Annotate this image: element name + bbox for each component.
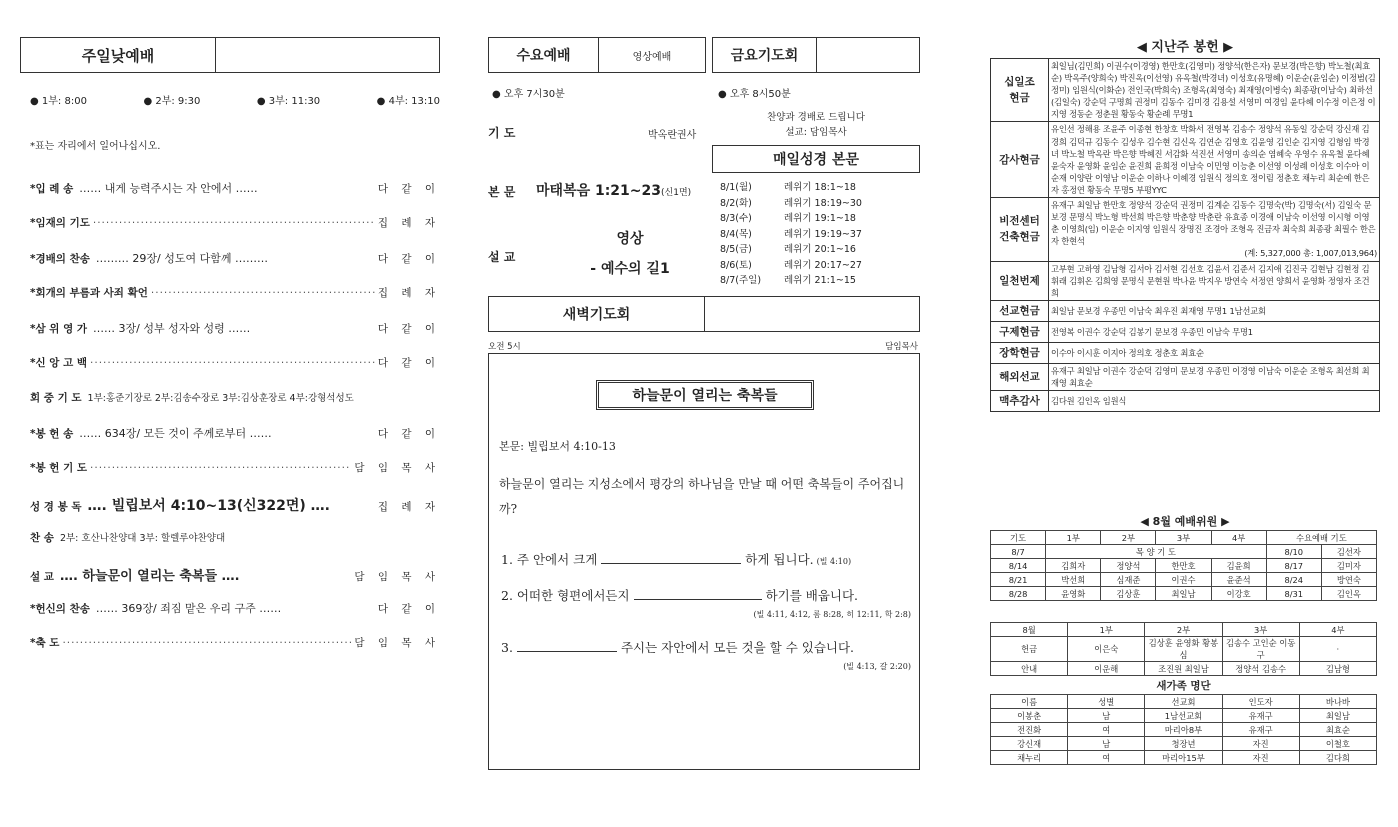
service-cell: · bbox=[1299, 637, 1376, 662]
text-label: 본 문 bbox=[488, 185, 516, 199]
duty-date: 8/21 bbox=[991, 573, 1046, 587]
duty-cell: 정양석 bbox=[1101, 559, 1156, 573]
order-officiant: 집 례 자 bbox=[377, 217, 440, 229]
duty-cell: 김희자 bbox=[1046, 559, 1101, 573]
new-family-cell: 전진화 bbox=[991, 723, 1068, 737]
worship-order-row bbox=[30, 355, 440, 390]
duty-header-cell: 4부 bbox=[1211, 531, 1266, 545]
duty-cell: 이강호 bbox=[1211, 587, 1266, 601]
new-family-cell: 최일남 bbox=[1299, 709, 1376, 723]
offering-row bbox=[991, 342, 1380, 363]
friday-title-box bbox=[712, 37, 920, 73]
sermon-title-line2: - 예수의 길1 bbox=[590, 261, 670, 277]
offering-category: 구제현금 bbox=[991, 321, 1049, 342]
order-officiant: 다 같 이 bbox=[377, 323, 440, 335]
order-text: …… 369장/ 죄짐 맡은 우리 구주 …… bbox=[95, 602, 282, 615]
offering-category: 감사현금 bbox=[991, 122, 1049, 198]
dawn-prayer-title-box bbox=[488, 296, 920, 332]
worship-order-row bbox=[30, 285, 440, 320]
offering-table bbox=[990, 58, 1380, 412]
order-officiant: 다 같 이 bbox=[377, 603, 440, 615]
daily-bible-row bbox=[720, 273, 920, 289]
offering-title: ◀ 지난주 봉헌 ▶ bbox=[1136, 40, 1234, 55]
daily-verse: 레위기 19:19~37 bbox=[784, 228, 862, 240]
service-time: ● 2부: 9:30 bbox=[143, 96, 201, 107]
prayer-name: 박옥란권사 bbox=[648, 130, 697, 141]
offering-category: 해외선교 bbox=[991, 363, 1049, 390]
daily-bible-row bbox=[720, 258, 920, 274]
sunday-worship-column bbox=[0, 0, 470, 827]
wednesday-title-box bbox=[488, 37, 706, 73]
dot-leader bbox=[93, 217, 375, 229]
service-cell: 김상훈 윤영화 황봉심 bbox=[1145, 637, 1222, 662]
wed-date: 8/17 bbox=[1266, 559, 1321, 573]
friday-description: 찬양과 경배로 드립니다 설교: 담임목사 bbox=[767, 112, 865, 138]
new-family-cell: 이철호 bbox=[1299, 737, 1376, 751]
duty-date: 8/28 bbox=[991, 587, 1046, 601]
service-kind: 헌금 bbox=[991, 637, 1068, 662]
duty-cell: 한만호 bbox=[1156, 559, 1211, 573]
wed-prayer: 김인옥 bbox=[1321, 587, 1376, 601]
order-label: *임재의 기도 bbox=[30, 217, 90, 229]
wed-date: 8/24 bbox=[1266, 573, 1321, 587]
daily-verse: 레위기 21:1~15 bbox=[784, 275, 856, 286]
offering-name-list: 유재구 최일남 이권수 강순덕 김영미 문보경 우종민 이경영 이남숙 이운순 조형옥 최선희 최재영 최효순 bbox=[1051, 365, 1370, 388]
order-officiant: 집 례 자 bbox=[377, 501, 440, 513]
order-label: *입 례 송 bbox=[30, 183, 74, 195]
item-reference: (빌 4:13, 갈 2:20) bbox=[843, 662, 911, 671]
daily-date: 8/1(월) bbox=[720, 182, 752, 193]
service-time: ● 3부: 11:30 bbox=[256, 96, 321, 107]
dot-leader bbox=[62, 637, 351, 649]
worksheet-items bbox=[501, 550, 911, 672]
offering-name-list: 유인선 정해용 조윤주 이종현 한창호 박화서 전영복 김송수 정양석 유동일 강순덕 강신재 김경희 김덕규 김동수 김성우 김수현 김신옥 김연순 김영호 김윤영 김인순 김지영 김형임 박경녀 박노철 박옥란 박은향 박혜진 서감화 석진선 서영미 송의순 염혜숙 우영수 유옥철 윤다혜 윤숙자 윤영화 윤임순 윤진희 윤희정 이남숙 이민영 이능춘 이선영 이성례 이성호 이수아 이순재 이양란 이영남 이운순 이하나 이혜경 임원식 정의호 정이림 정춘호 채누리 최순예 한은자 홍정연 황동숙 무명5 부평YYC bbox=[1051, 124, 1370, 195]
new-family-header-row bbox=[991, 695, 1377, 709]
order-text: …. 하늘문이 열리는 축복들 …. bbox=[59, 569, 240, 584]
wed-prayer: 방연숙 bbox=[1321, 573, 1376, 587]
duty-cell: 최일남 bbox=[1156, 587, 1211, 601]
duty-merged-cell: 목 양 기 도 bbox=[1046, 545, 1267, 559]
offering-names bbox=[1049, 390, 1380, 411]
worship-order-row bbox=[30, 390, 440, 425]
daily-date: 8/4(목) bbox=[720, 228, 752, 240]
duty-row bbox=[991, 587, 1377, 601]
offering-row bbox=[991, 300, 1380, 321]
service-kind: 안내 bbox=[991, 662, 1068, 676]
offering-row bbox=[991, 261, 1380, 300]
text-reference: 마태복음 1:21~23(신1면) bbox=[536, 183, 692, 199]
daily-verse: 레위기 18:1~18 bbox=[784, 182, 856, 193]
new-family-title: 새가족 명단 bbox=[1156, 680, 1211, 692]
offering-category: 일천번제 bbox=[991, 261, 1049, 300]
offering-names bbox=[1049, 59, 1380, 122]
duty-header-cell: 기도 bbox=[991, 531, 1046, 545]
offering-total: (계: 5,327,000 총: 1,007,013,964) bbox=[1244, 248, 1377, 259]
daily-date: 8/5(금) bbox=[720, 244, 752, 255]
service-time: ● 4부: 13:10 bbox=[376, 96, 440, 107]
sermon-worksheet bbox=[488, 353, 920, 770]
offering-name-list: 최일님(김민희) 이권수(이경영) 한만호(김영미) 정양석(한은자) 문보경(박은향) 박노철(최효순) 박옥주(양희숙) 박진옥(이선영) 유옥철(박경녀) 이성호(유명혜) 이운순(윤임순) 이정범(김정미) 임원식(이화순) 전인국(박희숙) 조형옥(최영숙) 최재영(이병숙) 최종광(이남숙) 최하선(김일숙) 강순덕 구명희 권정미 김동수 김미경 김용설 서영미 여경임 윤다혜 이수정 이은정 이지영 정동순 정춘원 황동숙 황순례 무명1 bbox=[1051, 61, 1376, 120]
order-label: 회 중 기 도 bbox=[30, 392, 82, 404]
dawn-prayer-title: 새벽기도회 bbox=[489, 297, 705, 331]
duty-date: 8/14 bbox=[991, 559, 1046, 573]
sermon-label: 설 교 bbox=[488, 250, 516, 264]
order-of-worship bbox=[30, 180, 440, 670]
item-prefix: 1. 주 안에서 크게 bbox=[501, 552, 598, 567]
daily-date: 8/2(화) bbox=[720, 197, 752, 209]
answer-blank[interactable] bbox=[601, 563, 741, 564]
duty-header-cell: 수요예배 기도 bbox=[1266, 531, 1376, 545]
duty-cell: 김윤희 bbox=[1211, 559, 1266, 573]
service-row bbox=[991, 637, 1377, 662]
item-reference: (빌 4:10) bbox=[816, 557, 852, 566]
order-text: …. 빌립보서 4:10~13(신322면) …. bbox=[87, 498, 331, 514]
service-header-cell: 4부 bbox=[1299, 623, 1376, 637]
worship-order-row bbox=[30, 215, 440, 250]
order-label: 찬 송 bbox=[30, 532, 54, 544]
new-family-header-cell: 인도자 bbox=[1222, 695, 1299, 709]
new-family-cell: 여 bbox=[1068, 751, 1145, 765]
worship-order-row bbox=[30, 635, 440, 670]
wednesday-subtitle: 영상예배 bbox=[632, 51, 672, 63]
new-family-cell: 마리아8부 bbox=[1145, 723, 1222, 737]
order-officiant: 다 같 이 bbox=[377, 253, 440, 265]
offering-row bbox=[991, 363, 1380, 390]
new-family-cell: 자진 bbox=[1222, 751, 1299, 765]
daily-verse: 레위기 20:1~16 bbox=[784, 244, 856, 255]
offering-names bbox=[1049, 321, 1380, 342]
order-officiant: 담 임 목 사 bbox=[354, 637, 440, 649]
order-officiant: 집 례 자 bbox=[377, 287, 440, 299]
wed-prayer: 김선자 bbox=[1321, 545, 1376, 559]
dot-leader bbox=[151, 287, 375, 299]
new-family-cell: 이봉춘 bbox=[991, 709, 1068, 723]
duty-header-cell: 3부 bbox=[1156, 531, 1211, 545]
offering-category: 맥추감사 bbox=[991, 390, 1049, 411]
new-family-cell: 유재구 bbox=[1222, 709, 1299, 723]
offering-name-list: 최일남 문보경 우종민 이남숙 최우진 최재영 무명1 1남선교회 bbox=[1051, 305, 1266, 316]
daily-verse: 레위기 18:19~30 bbox=[784, 197, 862, 209]
duty-row bbox=[991, 545, 1377, 559]
daily-bible-row bbox=[720, 180, 920, 196]
new-family-row bbox=[991, 723, 1377, 737]
offering-row bbox=[991, 390, 1380, 411]
wed-prayer: 김미자 bbox=[1321, 559, 1376, 573]
duty-title: ◀ 8월 예배위원 ▶ bbox=[1140, 515, 1230, 528]
service-header-cell: 3부 bbox=[1222, 623, 1299, 637]
daily-bible-list bbox=[720, 180, 920, 289]
offering-row bbox=[991, 198, 1380, 261]
new-family-cell: 채누리 bbox=[991, 751, 1068, 765]
offering-name-list: 고부현 고하영 김남형 김서아 김서현 김선호 김윤서 김준서 김지애 김진국 김현남 김현정 김휘래 김휘온 김희영 문명식 문현원 박나윤 박지우 방연숙 서정연 양희서 윤영화 정영자 조건희 bbox=[1051, 263, 1370, 298]
order-label: *신 앙 고 백 bbox=[30, 357, 88, 369]
duty-header-cell: 2부 bbox=[1101, 531, 1156, 545]
service-cell: 이운해 bbox=[1068, 662, 1145, 676]
service-cell: 김남형 bbox=[1299, 662, 1376, 676]
duty-header-cell: 1부 bbox=[1046, 531, 1101, 545]
new-family-cell: 1남선교회 bbox=[1145, 709, 1222, 723]
duty-cell: 심재준 bbox=[1101, 573, 1156, 587]
worksheet-title: 하늘문이 열리는 축복들 bbox=[596, 380, 814, 410]
order-label: *축 도 bbox=[30, 637, 60, 649]
new-family-header-cell: 성별 bbox=[1068, 695, 1145, 709]
sunday-title-box bbox=[20, 37, 440, 73]
friday-title: 금요기도회 bbox=[713, 38, 817, 72]
daily-bible-title: 매일성경 본문 bbox=[712, 145, 920, 173]
item-prefix: 3. bbox=[501, 640, 513, 655]
worksheet-item bbox=[501, 550, 911, 568]
offering-category: 장학현금 bbox=[991, 342, 1049, 363]
worship-order-row bbox=[30, 530, 440, 565]
item-prefix: 2. 어떠한 형편에서든지 bbox=[501, 588, 630, 603]
new-family-cell: 강신재 bbox=[991, 737, 1068, 751]
offering-names bbox=[1049, 342, 1380, 363]
daily-bible-row bbox=[720, 242, 920, 258]
offering-name-list: 이수아 이시훈 이지아 정의호 정춘호 최효순 bbox=[1051, 347, 1204, 358]
order-label: *경배의 찬송 bbox=[30, 253, 90, 265]
offering-names bbox=[1049, 363, 1380, 390]
offering-category: 비전센터 건축현금 bbox=[991, 198, 1049, 261]
order-label: *헌신의 찬송 bbox=[30, 603, 90, 615]
order-officiant: 다 같 이 bbox=[377, 183, 440, 195]
wednesday-time: ● 오후 7시30분 bbox=[492, 89, 565, 100]
dot-leader bbox=[90, 462, 351, 474]
worship-order-row bbox=[30, 495, 440, 530]
daily-date: 8/3(수) bbox=[720, 213, 752, 224]
worship-order-row bbox=[30, 425, 440, 460]
order-text: …… 내게 능력주시는 자 안에서 …… bbox=[79, 182, 258, 195]
duty-row bbox=[991, 559, 1377, 573]
new-family-cell: 최효순 bbox=[1299, 723, 1376, 737]
order-text: …… 3장/ 성부 성자와 성령 …… bbox=[93, 322, 251, 335]
service-cell: 조진원 최일남 bbox=[1145, 662, 1222, 676]
duty-cell: 윤영화 bbox=[1046, 587, 1101, 601]
worship-order-row bbox=[30, 565, 440, 600]
offering-row bbox=[991, 59, 1380, 122]
offering-name-list: 유재구 최일남 한만호 정양석 강순덕 권정미 김계순 김동수 김명숙(박) 김명숙(서) 김일숙 문보경 문명식 박노형 박선희 박은향 박춘향 박춘란 유효종 이경애 이남숙 이선영 이시형 이영춘 이영희(임) 이운순 이지영 임원식 장명진 조경아 조형옥 진금자 최숙희 최종광 최필수 한은자 한현석 bbox=[1051, 200, 1376, 247]
item-reference: (빌 4:11, 4:12, 롬 8:28, 히 12:11, 학 2:8) bbox=[753, 610, 911, 619]
item-suffix: 하게 됩니다. bbox=[745, 552, 814, 567]
offering-category: 십일조 현금 bbox=[991, 59, 1049, 122]
duty-cell: 윤준석 bbox=[1211, 573, 1266, 587]
order-officiant: 다 같 이 bbox=[377, 357, 440, 369]
order-officiant: 담 임 목 사 bbox=[354, 571, 440, 583]
service-header-cell: 2부 bbox=[1145, 623, 1222, 637]
answer-blank[interactable] bbox=[634, 599, 762, 600]
order-text: 2부: 호산나찬양대 3부: 할렐루야찬양대 bbox=[59, 533, 226, 544]
duty-cell: 이권수 bbox=[1156, 573, 1211, 587]
new-family-cell: 자진 bbox=[1222, 737, 1299, 751]
worship-order-row bbox=[30, 320, 440, 355]
service-table bbox=[990, 622, 1377, 676]
worship-order-row bbox=[30, 250, 440, 285]
offering-name-list: 전영복 이권수 강순덕 김봉기 문보경 우종민 이남숙 무명1 bbox=[1051, 326, 1253, 337]
service-time: ● 1부: 8:00 bbox=[30, 96, 87, 107]
order-text: 1부:홍준기장로 2부:김송수장로 3부:김상훈장로 4부:강형석성도 bbox=[87, 393, 354, 404]
service-header-cell: 1부 bbox=[1068, 623, 1145, 637]
service-cell: 김송수 고인순 이동구 bbox=[1222, 637, 1299, 662]
offering-category: 선교현금 bbox=[991, 300, 1049, 321]
daily-verse: 레위기 20:17~27 bbox=[784, 259, 862, 271]
service-cell: 이은숙 bbox=[1068, 637, 1145, 662]
worksheet-question: 하늘문이 열리는 지성소에서 평강의 하나님을 만날 때 어떤 축복들이 주어집니까? bbox=[499, 477, 905, 516]
wed-date: 8/31 bbox=[1266, 587, 1321, 601]
service-row bbox=[991, 662, 1377, 676]
item-suffix: 주시는 자안에서 모든 것을 할 수 있습니다. bbox=[620, 640, 855, 655]
duty-date: 8/7 bbox=[991, 545, 1046, 559]
worksheet-item bbox=[501, 586, 911, 620]
new-family-cell: 청장년 bbox=[1145, 737, 1222, 751]
service-header-cell: 8월 bbox=[991, 623, 1068, 637]
worship-order-row bbox=[30, 600, 440, 635]
sermon-title-line1: 영상 bbox=[616, 231, 644, 247]
daily-verse: 레위기 19:1~18 bbox=[784, 213, 856, 224]
new-family-row bbox=[991, 709, 1377, 723]
prayer-label: 기 도 bbox=[488, 126, 516, 140]
daily-bible-row bbox=[720, 211, 920, 227]
daily-bible-row bbox=[720, 227, 920, 243]
order-label: *봉 헌 기 도 bbox=[30, 462, 88, 474]
new-family-header-cell: 선교회 bbox=[1145, 695, 1222, 709]
order-label: *삼 위 영 가 bbox=[30, 323, 88, 335]
friday-time: ● 오후 8시50분 bbox=[718, 89, 791, 100]
new-family-header-cell: 바나바 bbox=[1299, 695, 1376, 709]
weekday-column bbox=[470, 0, 930, 827]
offering-column bbox=[930, 0, 1398, 827]
offering-row bbox=[991, 122, 1380, 198]
new-family-header-cell: 이름 bbox=[991, 695, 1068, 709]
order-officiant: 담 임 목 사 bbox=[354, 462, 440, 474]
duty-header-row bbox=[991, 531, 1377, 545]
new-family-row bbox=[991, 737, 1377, 751]
duty-cell: 김상훈 bbox=[1101, 587, 1156, 601]
service-times bbox=[30, 92, 440, 107]
order-label: 성 경 봉 독 bbox=[30, 501, 82, 513]
new-family-cell: 여 bbox=[1068, 723, 1145, 737]
duty-cell: 박선희 bbox=[1046, 573, 1101, 587]
daily-date: 8/7(주일) bbox=[720, 275, 762, 286]
offering-name-list: 김다원 김인옥 임원식 bbox=[1051, 395, 1127, 406]
offering-names bbox=[1049, 300, 1380, 321]
dot-leader bbox=[90, 357, 375, 369]
new-family-cell: 김다희 bbox=[1299, 751, 1376, 765]
item-suffix: 하기를 배웁니다. bbox=[765, 588, 859, 603]
order-text: …… 634장/ 모든 것이 주께로부터 …… bbox=[79, 427, 272, 440]
worship-order-row bbox=[30, 460, 440, 495]
new-family-cell: 남 bbox=[1068, 709, 1145, 723]
answer-blank[interactable] bbox=[517, 651, 617, 652]
service-cell: 정양석 김송수 bbox=[1222, 662, 1299, 676]
order-label: *회개의 부름과 사죄 확언 bbox=[30, 287, 148, 299]
service-header-row bbox=[991, 623, 1377, 637]
order-label: 설 교 bbox=[30, 571, 54, 583]
duty-table bbox=[990, 530, 1377, 601]
new-family-cell: 남 bbox=[1068, 737, 1145, 751]
order-officiant: 다 같 이 bbox=[377, 428, 440, 440]
order-label: *봉 헌 송 bbox=[30, 428, 74, 440]
offering-names bbox=[1049, 261, 1380, 300]
dawn-prayer-time: 오전 5시 bbox=[488, 342, 521, 352]
standing-note: *표는 자리에서 일어나십시오. bbox=[30, 141, 161, 152]
worksheet-item bbox=[501, 638, 911, 672]
offering-row bbox=[991, 321, 1380, 342]
new-family-row bbox=[991, 751, 1377, 765]
new-family-cell: 마리아15부 bbox=[1145, 751, 1222, 765]
duty-row bbox=[991, 573, 1377, 587]
daily-bible-row bbox=[720, 196, 920, 212]
order-text: ……… 29장/ 성도여 다함께 ……… bbox=[95, 252, 268, 265]
wed-date: 8/10 bbox=[1266, 545, 1321, 559]
wednesday-title: 수요예배 bbox=[489, 38, 599, 72]
new-family-table bbox=[990, 694, 1377, 765]
offering-names bbox=[1049, 122, 1380, 198]
offering-names bbox=[1049, 198, 1380, 261]
sunday-title: 주일낮예배 bbox=[21, 38, 216, 72]
worship-order-row bbox=[30, 180, 440, 215]
worksheet-text: 본문: 빌립보서 4:10-13 bbox=[499, 440, 616, 453]
dawn-prayer-leader: 담임목사 bbox=[885, 342, 918, 352]
daily-date: 8/6(토) bbox=[720, 259, 752, 271]
new-family-cell: 유재구 bbox=[1222, 723, 1299, 737]
